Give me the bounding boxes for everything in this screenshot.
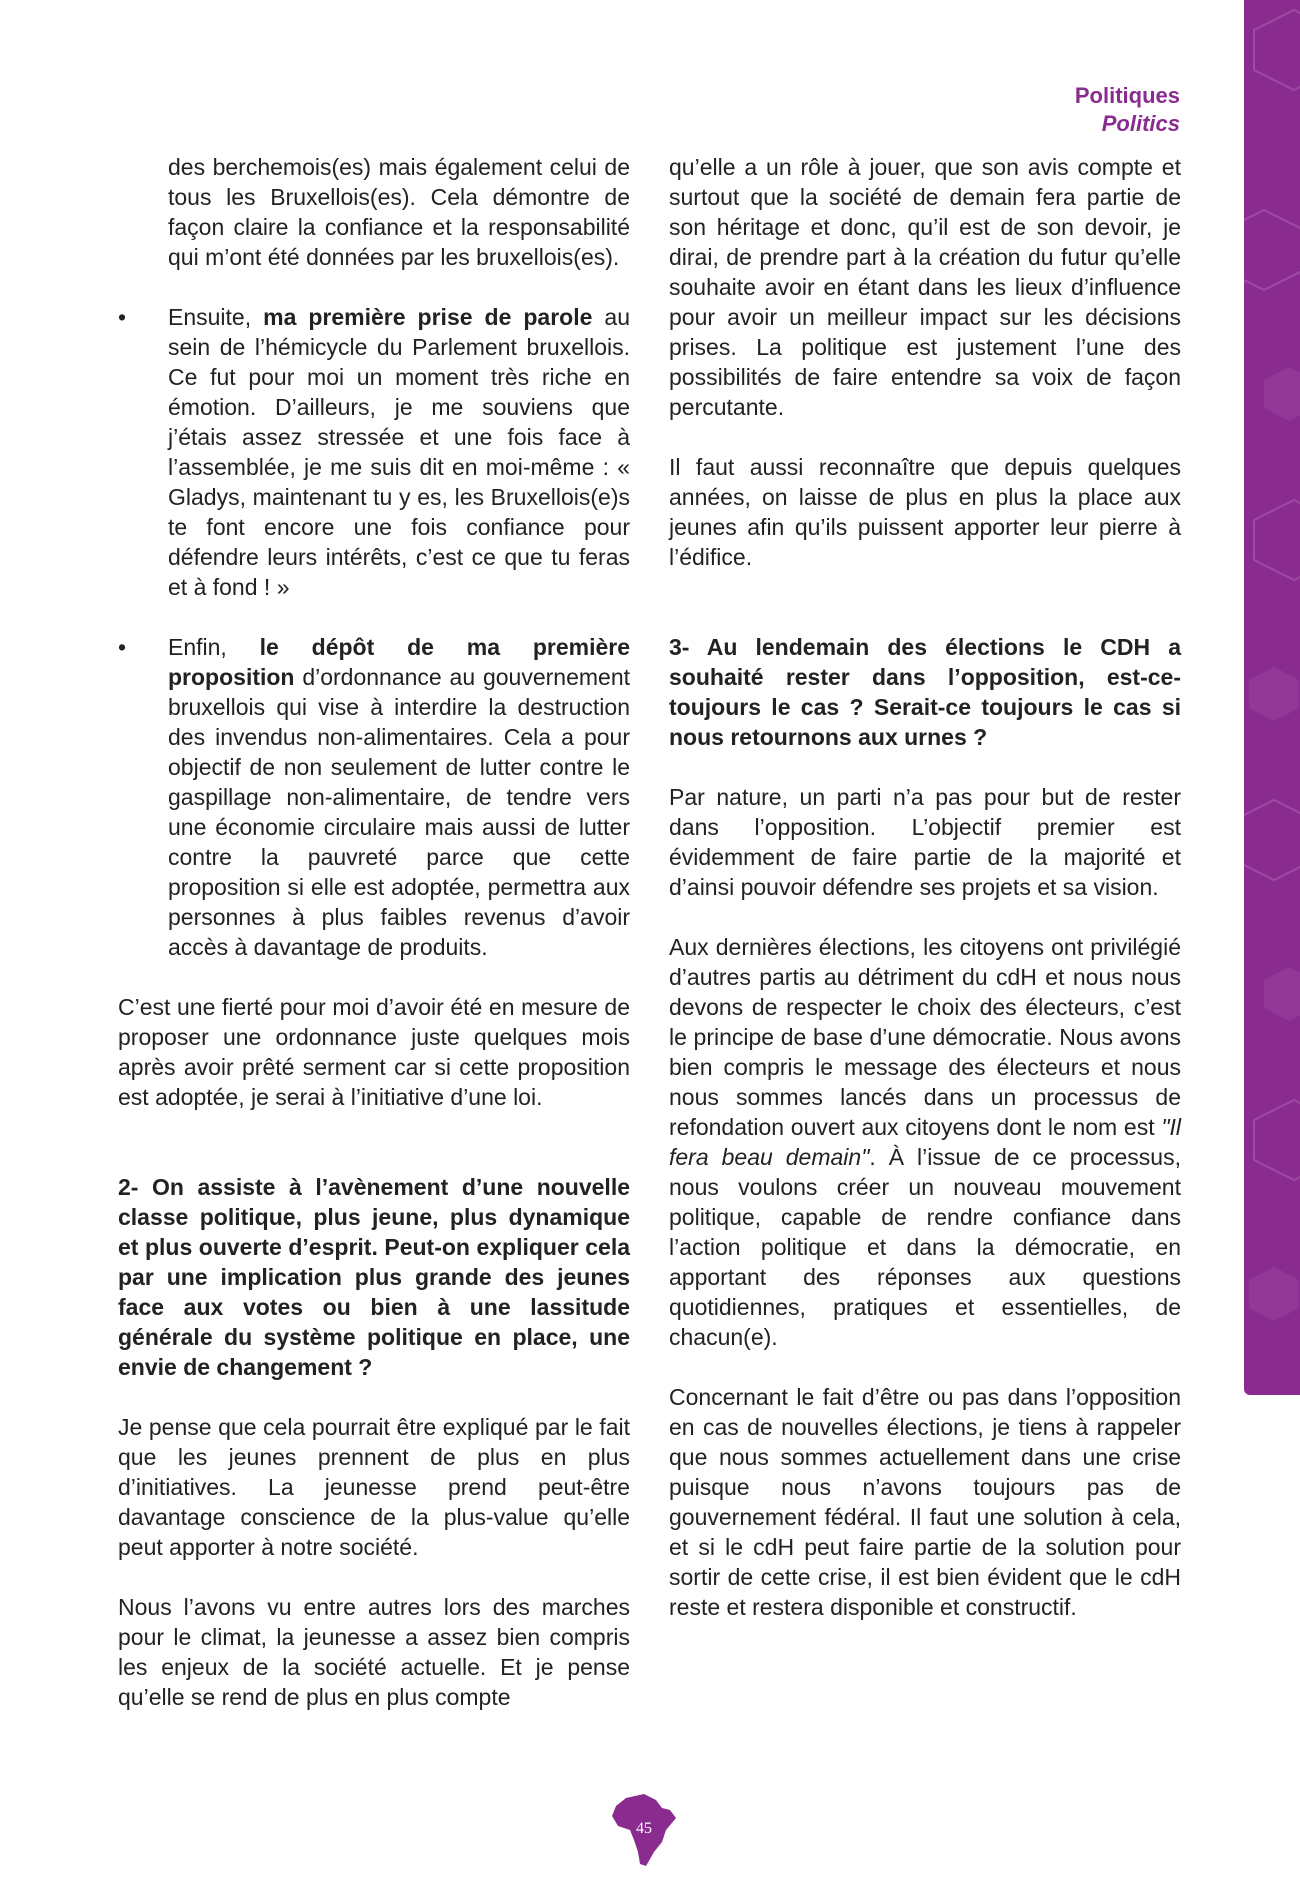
section-title-en: Politics (1101, 111, 1180, 136)
page-number-badge (604, 1790, 684, 1870)
right-column (669, 152, 1181, 1652)
paragraph (669, 932, 1181, 1352)
bullet-lead: Ensuite, (168, 304, 252, 330)
paragraph-text: . À l’issue de ce processus, nous voulons créer un nouveau mouvement politique, capable de rendre confiance dans l’action politique et dans la démocratie, en apportant des réponses aux questions quotidiennes, pratiques et essentielles, de chacun(e). (669, 1144, 1181, 1350)
bullet-item (118, 302, 630, 602)
bullet-icon: • (118, 634, 127, 660)
bullet-lead: Enfin, (168, 634, 227, 660)
paragraph: Je pense que cela pourrait être expliqué par le fait que les jeunes prennent de plus en plus d’initiatives. La jeunesse prend peut-être davantage conscience de la plus-value qu’elle peut apporter à notre société. (118, 1414, 630, 1560)
section-header (1075, 82, 1180, 138)
paragraph: des berchemois(es) mais également celui de tous les Bruxellois(es). Cela démontre de façon claire la confiance et la responsabilité qui m’ont été données par les bruxellois(es). (168, 154, 630, 270)
paragraph-text: Aux dernières élections, les citoyens ont privilégié d’autres partis au détriment du cdH et nous nous devons de respecter le choix des électeurs, c’est le principe de base d’une démocratie. Nous avons bien compris le message des électeurs et nous nous sommes lancés dans un processus de refondation ouvert aux citoyens dont le nom est (669, 934, 1181, 1140)
hexagon-pattern (1244, 0, 1300, 1395)
bullet-bold: ma première prise de parole (263, 304, 593, 330)
side-decoration-band (1244, 0, 1300, 1395)
bullet-icon: • (118, 304, 127, 330)
page-number: 45 (636, 1820, 652, 1837)
question-heading: 3- Au lendemain des élections le CDH a souhaité rester dans l’opposition, est-ce-toujours le cas ? Serait-ce toujours le cas si nous retournons aux urnes ? (669, 634, 1181, 750)
bullet-text: au sein de l’hémicycle du Parlement bruxellois. Ce fut pour moi un moment très riche en émotion. D’ailleurs, je me souviens que j’étais assez stressée et une fois face à l’assemblée, je me suis dit en moi-même : « Gladys, maintenant tu y es, les Bruxellois(e)s te font encore une fois confiance pour défendre leurs intérêts, c’est ce que tu feras et à fond ! » (168, 304, 631, 600)
left-column (118, 152, 630, 1742)
bullet-bold: le dépôt de ma première proposition (168, 634, 630, 690)
bullet-item (118, 632, 630, 962)
section-title-fr: Politiques (1074, 83, 1180, 108)
quote-italic: "Il fera beau demain" (669, 1114, 1182, 1170)
paragraph: Il faut aussi reconnaître que depuis quelques années, on laisse de plus en plus la place aux jeunes afin qu’ils puissent apporter leur pierre à l’édifice. (669, 454, 1181, 570)
paragraph: Concernant le fait d’être ou pas dans l’opposition en cas de nouvelles élections, je tiens à rappeler que nous sommes actuellement dans une crise puisque nous n’avons toujours pas de gouvernement fédéral. Il faut une solution à cela, et si le cdH peut faire partie de la solution pour sortir de cette crise, il est bien évident que le cdH reste et restera disponible et constructif. (669, 1384, 1181, 1620)
paragraph: Nous l’avons vu entre autres lors des marches pour le climat, la jeunesse a assez bien compris les enjeux de la société actuelle. Et je pense qu’elle se rend de plus en plus compte (118, 1594, 630, 1710)
question-heading: 2- On assiste à l’avènement d’une nouvelle classe politique, plus jeune, plus dynamique et plus ouverte d’esprit. Peut-on expliquer cela par une implication plus grande des jeunes face aux votes ou bien à une lassitude générale du système politique en place, une envie de changement ? (118, 1174, 630, 1380)
bullet-text: d’ordonnance au gouvernement bruxellois qui vise à interdire la destruction des invendus non-alimentaires. Cela a pour objectif de non seulement de lutter contre le gaspillage non-alimentaire, de tendre vers une économie circulaire mais aussi de lutter contre la pauvreté parce que cette proposition si elle est adoptée, permettra aux personnes à plus faibles revenus d’avoir accès à davantage de produits. (168, 664, 631, 960)
paragraph: C’est une fierté pour moi d’avoir été en mesure de proposer une ordonnance juste quelques mois après avoir prêté serment car si cette proposition est adoptée, je serai à l’initiative d’une loi. (118, 994, 630, 1110)
paragraph: Par nature, un parti n’a pas pour but de rester dans l’opposition. L’objectif premier est évidemment de faire partie de la majorité et d’ainsi pouvoir défendre ses projets et sa vision. (669, 784, 1181, 900)
paragraph: qu’elle a un rôle à jouer, que son avis compte et surtout que la société de demain fera partie de son héritage et donc, qu’il est de son devoir, je dirai, de prendre part à la création du futur qu’elle souhaite avoir en étant dans les lieux d’influence pour avoir un meilleur impact sur les décisions prises. La politique est justement l’une des possibilités de faire entendre sa voix de façon percutante. (669, 154, 1181, 420)
